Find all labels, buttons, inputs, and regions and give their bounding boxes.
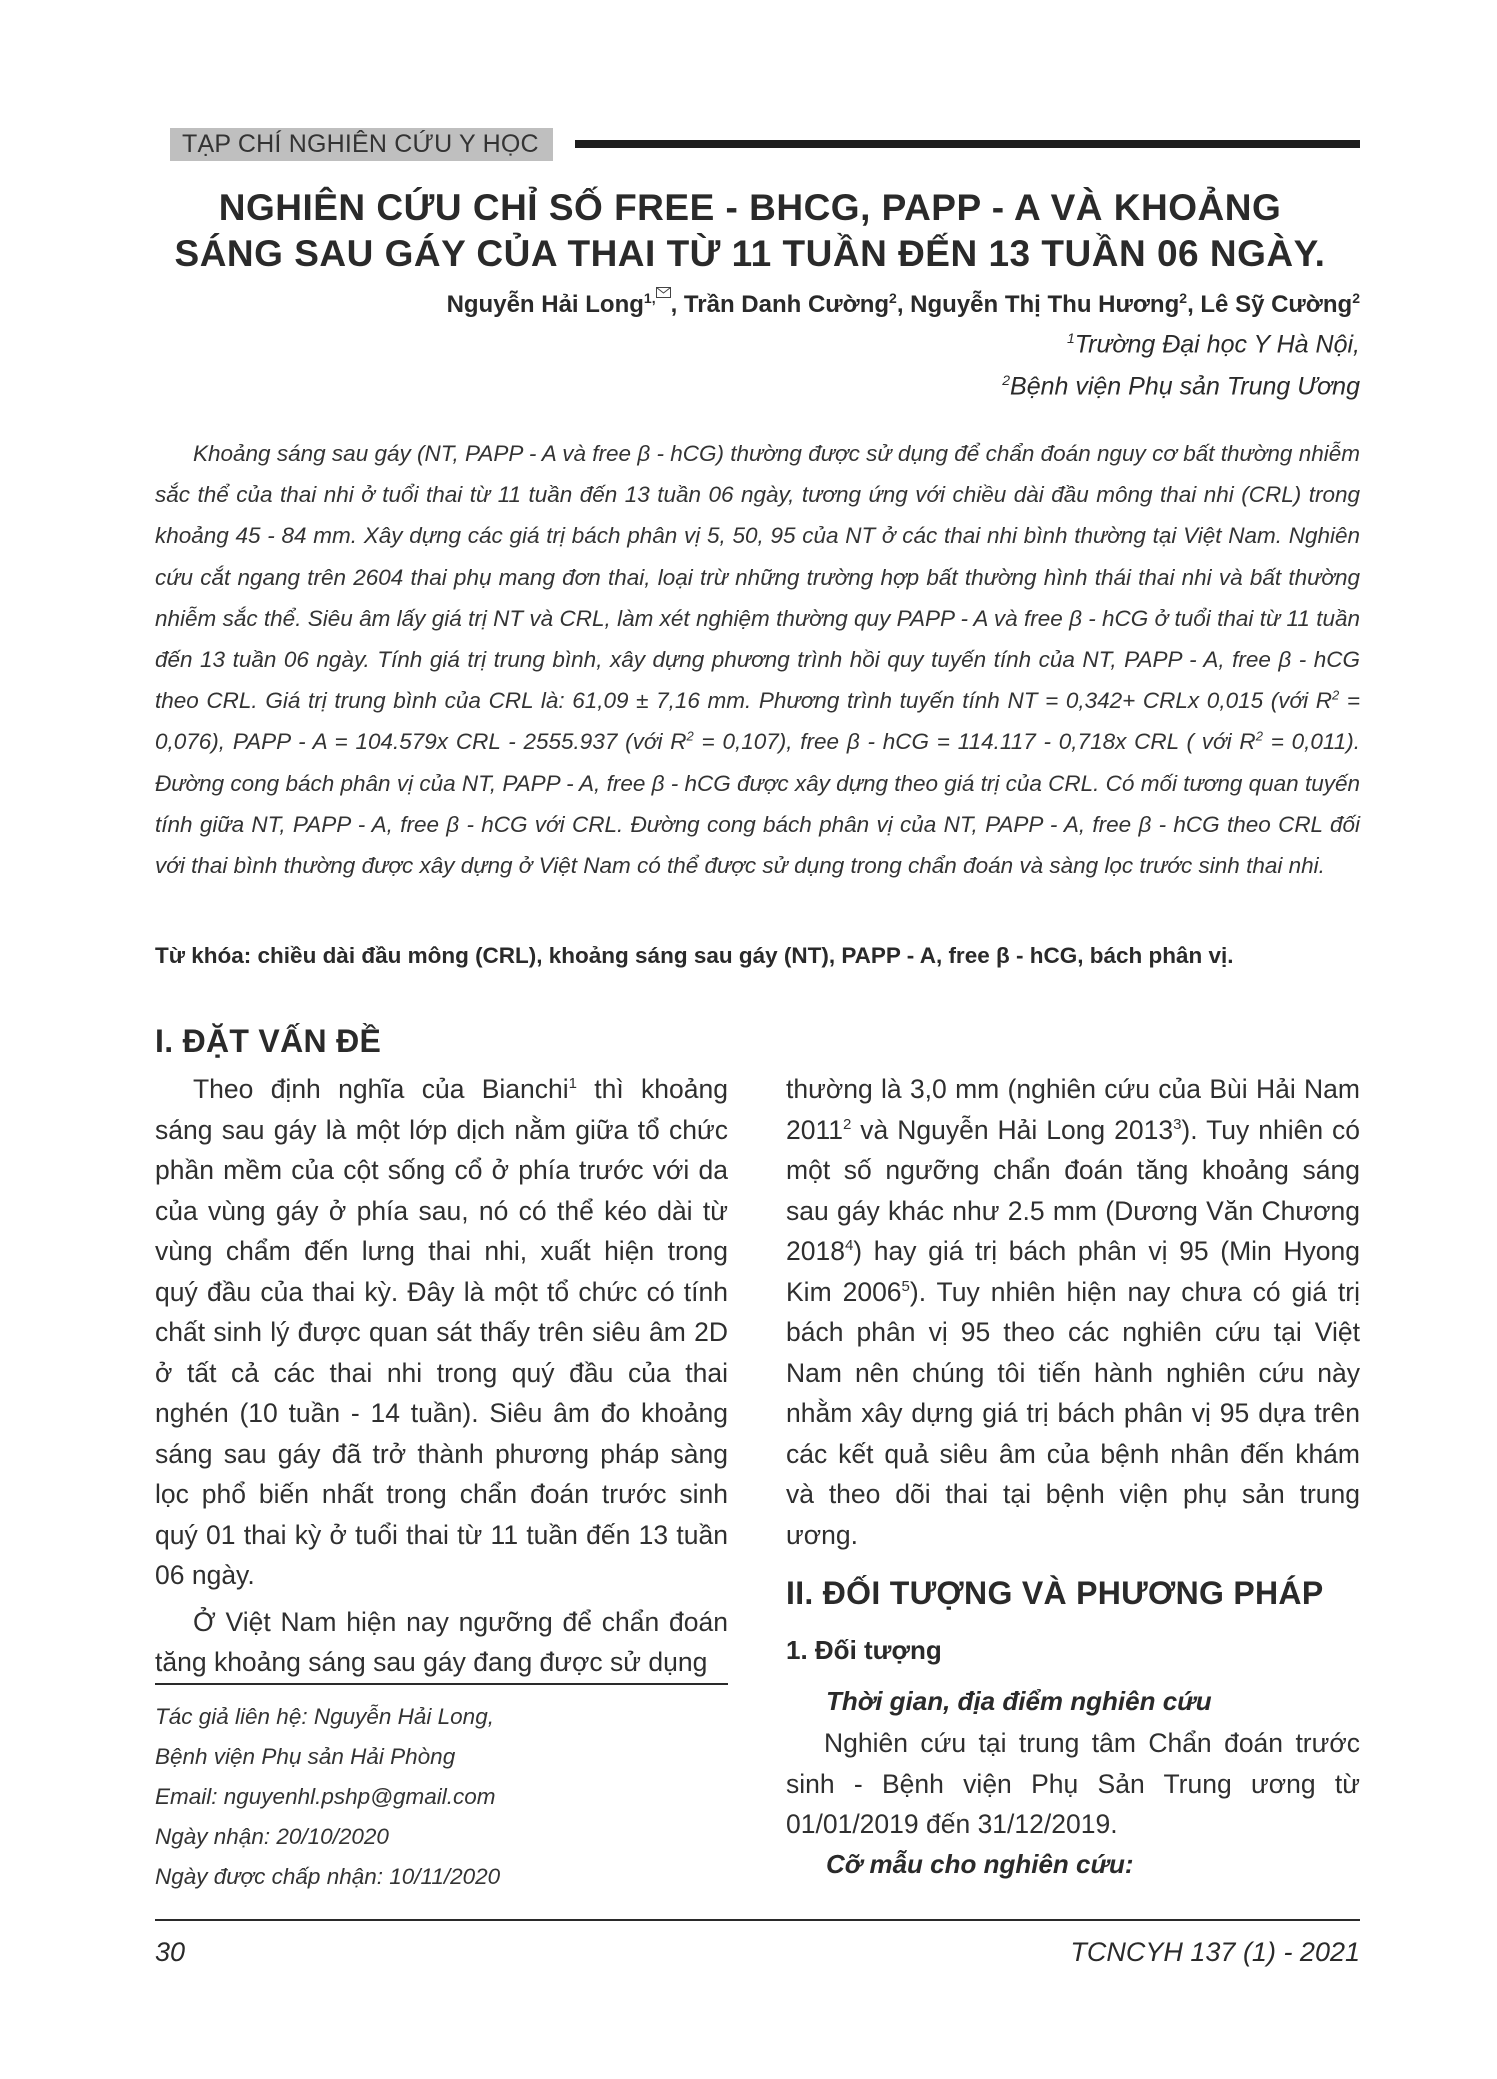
- author-list: [447, 287, 1360, 319]
- footnote-received: Ngày nhận: 20/10/2020: [155, 1824, 389, 1849]
- footnote-affiliation: Bệnh viện Phụ sản Hải Phòng: [155, 1744, 456, 1769]
- abstract-part-2: = 0,076), PAPP - A = 104.579x CRL - 2555.937 (với R: [155, 688, 1360, 755]
- right-column-intro: [786, 1069, 1360, 1555]
- affiliation-1-text: Trường Đại học Y Hà Nội,: [1074, 330, 1360, 359]
- abstract: [155, 433, 1360, 886]
- intro-r-b: và Nguyễn Hải Long 2013: [851, 1114, 1174, 1145]
- abstract-part-4: = 0,011). Đường cong bách phân vị của NT, PAPP - A, free β - hCG được xây dựng theo giá trị của CRL. Có mối tương quan tuyến tính giữa NT, PAPP - A, free β - hCG với CRL. Đường cong bách phân vị của NT, PAPP - A, free β - hCG theo CRL đối với thai bình thường được xây dựng ở Việt Nam có thể được sử dụng trong chẩn đoán và sàng lọc trước sinh thai nhi.: [155, 729, 1361, 879]
- intro-p1-sup: 1: [568, 1075, 577, 1093]
- methods-paragraph-1: Nghiên cứu tại trung tâm Chẩn đoán trước sinh - Bệnh viện Phụ Sản Trung ương từ 01/01/2019 đến 31/12/2019.: [786, 1728, 1360, 1839]
- page-number: 30: [155, 1937, 186, 1967]
- affiliation-1-sup: 1: [1066, 330, 1075, 346]
- header-rule: [575, 140, 1360, 148]
- keywords: Từ khóa: chiều dài đầu mông (CRL), khoảng sáng sau gáy (NT), PAPP - A, free β - hCG, bách phân vị.: [155, 943, 1234, 968]
- section-2-heading: II. ĐỐI TƯỢNG VÀ PHƯƠNG PHÁP: [786, 1575, 1324, 1611]
- section-1-heading: I. ĐẶT VẤN ĐỀ: [155, 1023, 382, 1059]
- intro-r-e: ). Tuy nhiên hiện nay chưa có giá trị bách phân vị 95 theo các nghiên cứu tại Việt Nam nên chúng tôi tiến hành nghiên cứu này nhằm xây dựng giá trị bách phân vị 95 dựa trên các kết quả siêu âm của bệnh nhân đến khám và theo dõi thai tại bệnh viện phụ sản trung ương.: [786, 1276, 1360, 1550]
- author-4-sup: 2: [1352, 290, 1360, 306]
- intro-r-sup-4: 5: [901, 1277, 910, 1295]
- intro-r-sup-3: 4: [844, 1237, 854, 1255]
- journal-issue: TCNCYH 137 (1) - 2021: [1070, 1937, 1360, 1967]
- title-line-1: NGHIÊN CỨU CHỈ SỐ FREE - BHCG, PAPP - A VÀ KHOẢNG: [218, 187, 1282, 228]
- intro-p1-b: thì khoảng sáng sau gáy là một lớp dịch nằm giữa tổ chức phần mềm của cột sống cổ ở phía trước với da của vùng gáy ở phía sau, nó có thể kéo dài từ vùng chẩm đến lưng thai nhi, xuất hiện trong quý đầu của thai kỳ. Đây là một tổ chức có tính chất sinh lý được quan sát thấy trên siêu âm 2D ở tất cả các thai nhi trong quý đầu của thai nghén (10 tuần - 14 tuần). Siêu âm đo khoảng sáng sau gáy đã trở thành phương pháp sàng lọc phổ biến nhất trong chẩn đoán trước sinh quý 01 thai kỳ ở tuổi thai từ 11 tuần đến 13 tuần 06 ngày.: [155, 1074, 728, 1590]
- author-2-sup: 2: [889, 290, 897, 306]
- footer-rule: [155, 1919, 1360, 1921]
- footnote-rule: [155, 1683, 728, 1685]
- author-3: , Nguyễn Thị Thu Hương: [896, 291, 1180, 318]
- footnote-author: Tác giả liên hệ: Nguyễn Hải Long,: [155, 1704, 494, 1729]
- correspondence-footnote: [155, 1697, 728, 1897]
- abstract-sup-3: 2: [1255, 728, 1263, 744]
- affiliation-2-sup: 2: [1002, 372, 1011, 388]
- left-column: [155, 1069, 728, 1683]
- subsection-sample-size: Cỡ mẫu cho nghiên cứu:: [826, 1849, 1134, 1879]
- intro-paragraph-2-continued: [786, 1069, 1360, 1555]
- intro-paragraph-2: Ở Việt Nam hiện nay ngưỡng để chẩn đoán tăng khoảng sáng sau gáy đang được sử dụng: [155, 1606, 728, 1677]
- abstract-sup-2: 2: [686, 728, 694, 744]
- email-envelope-icon: [656, 287, 671, 298]
- affiliation-1: [1067, 330, 1360, 359]
- intro-r-a: thường là 3,0 mm (nghiên cứu của Bùi Hải Nam 2011: [786, 1074, 1360, 1145]
- subsection-1-heading: 1. Đối tượng: [786, 1635, 942, 1665]
- journal-tag: TẠP CHÍ NGHIÊN CỨU Y HỌC: [170, 128, 553, 161]
- intro-r-sup-1: 2: [843, 1115, 852, 1133]
- title-line-2: SÁNG SAU GÁY CỦA THAI TỪ 11 TUẦN ĐẾN 13 TUẦN 06 NGÀY.: [174, 233, 1326, 274]
- subsection-time-place: Thời gian, địa điểm nghiên cứu: [826, 1686, 1212, 1716]
- article-title: [140, 185, 1360, 277]
- author-1: Nguyễn Hải Long: [446, 291, 644, 318]
- intro-p1-a: Theo định nghĩa của Bianchi: [193, 1074, 569, 1104]
- author-1-sup: 1,: [643, 290, 656, 306]
- author-4: , Lê Sỹ Cường: [1187, 291, 1353, 318]
- author-3-sup: 2: [1179, 290, 1188, 306]
- abstract-part-3: = 0,107), free β - hCG = 114.117 - 0,718x CRL ( với R: [693, 729, 1256, 755]
- affiliation-2: [1002, 372, 1360, 401]
- right-column-methods: [786, 1723, 1360, 1845]
- intro-r-sup-2: 3: [1173, 1115, 1182, 1133]
- intro-r-c: ). Tuy nhiên có một số ngưỡng chẩn đoán tăng khoảng sáng sau gáy khác như 2.5 mm (Dương Văn Chương 2018: [786, 1114, 1360, 1266]
- abstract-part-1: Khoảng sáng sau gáy (NT, PAPP - A và free β - hCG) thường được sử dụng để chẩn đoán nguy cơ bất thường nhiễm sắc thể của thai nhi ở tuổi thai từ 11 tuần đến 13 tuần 06 ngày, tương ứng với chiều dài đầu mông thai nhi (CRL) trong khoảng 45 - 84 mm. Xây dựng các giá trị bách phân vị 5, 50, 95 của NT ở các thai nhi bình thường tại Việt Nam. Nghiên cứu cắt ngang trên 2604 thai phụ mang đơn thai, loại trừ những trường hợp bất thường hình thái thai nhi và bất thường nhiễm sắc thể. Siêu âm lấy giá trị NT và CRL, làm xét nghiệm thường quy PAPP - A và free β - hCG ở tuổi thai từ 11 tuần đến 13 tuần 06 ngày. Tính giá trị trung bình, xây dựng phương trình hồi quy tuyến tính của NT, PAPP - A, free β - hCG theo CRL. Giá trị trung bình của CRL là: 61,09 ± 7,16 mm. Phương trình tuyến tính NT = 0,342+ CRLx 0,015 (với R: [155, 441, 1360, 714]
- footnote-email: Email: nguyenhl.pshp@gmail.com: [155, 1784, 496, 1809]
- author-2: , Trần Danh Cường: [670, 291, 890, 318]
- intro-paragraph-1: [155, 1069, 728, 1596]
- abstract-sup-1: 2: [1331, 687, 1340, 703]
- footnote-accepted: Ngày được chấp nhận: 10/11/2020: [155, 1864, 501, 1889]
- affiliation-2-text: Bệnh viện Phụ sản Trung Ương: [1010, 372, 1360, 401]
- intro-r-d: ) hay giá trị bách phân vị 95 (Min Hyong Kim 2006: [786, 1236, 1360, 1307]
